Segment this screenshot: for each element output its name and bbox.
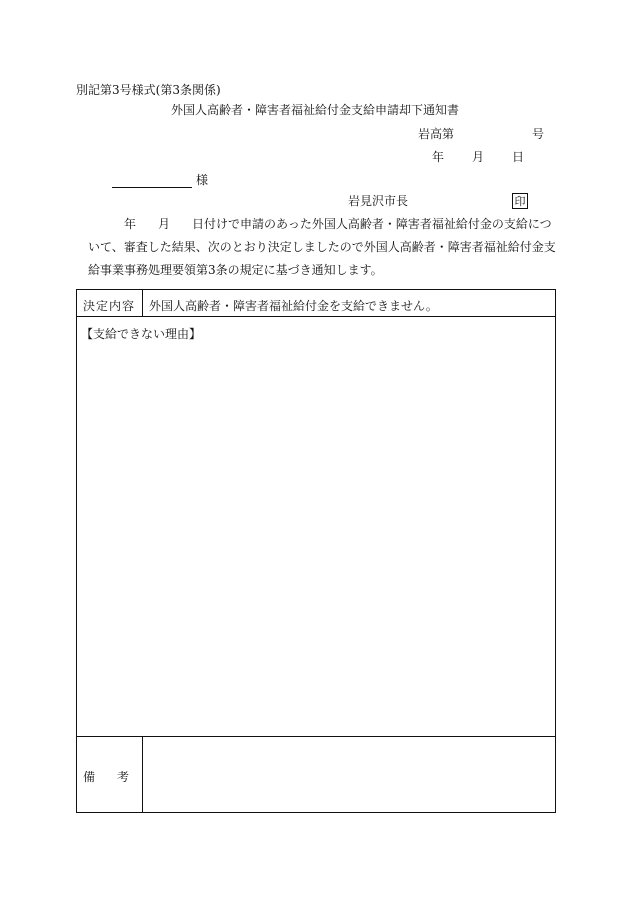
reason-label: 【支給できない理由】 xyxy=(81,327,202,341)
seal-mark: 印 xyxy=(512,193,528,209)
issuer-name: 岩見沢市長 xyxy=(348,194,409,208)
body-month: 月 xyxy=(158,217,171,231)
decision-label-cell xyxy=(77,290,143,316)
addressee-honorific: 様 xyxy=(196,173,209,187)
decision-row xyxy=(77,290,555,317)
issue-date-month: 月 xyxy=(472,150,485,164)
document-number-prefix: 岩高第 xyxy=(418,127,455,141)
addressee-name-field[interactable] xyxy=(112,174,192,188)
decision-value: 外国人高齢者・障害者福祉給付金を支給できません。 xyxy=(149,299,438,313)
document-number-suffix: 号 xyxy=(532,127,545,141)
remarks-label-char-2: 考 xyxy=(117,770,130,784)
body-year: 年 xyxy=(124,217,137,231)
remarks-label xyxy=(83,768,129,785)
issue-date-year: 年 xyxy=(432,150,445,164)
decision-label: 決定内容 xyxy=(83,299,136,313)
remarks-row xyxy=(77,736,555,812)
document-title: 外国人高齢者・障害者福祉給付金支給申請却下通知書 xyxy=(170,103,459,117)
document-number xyxy=(418,128,544,140)
remarks-label-cell xyxy=(77,737,143,812)
body-text-line-2: いて、審査した結果、次のとおり決定しましたので外国人高齢者・障害者福祉給付金支 xyxy=(88,240,556,254)
body-text-line-3: 給事業事務処理要領第3条の規定に基づき通知します。 xyxy=(88,263,383,277)
remarks-label-char-1: 備 xyxy=(83,770,96,784)
body-line-1-text: 日付けで申請のあった外国人高齢者・障害者福祉給付金の支給につ xyxy=(192,217,552,231)
body-text-line-1 xyxy=(124,218,552,230)
form-id: 別記第3号様式(第3条関係) xyxy=(76,83,221,97)
issue-date xyxy=(432,151,524,163)
decision-form-table xyxy=(76,289,556,813)
issue-date-day: 日 xyxy=(512,150,525,164)
